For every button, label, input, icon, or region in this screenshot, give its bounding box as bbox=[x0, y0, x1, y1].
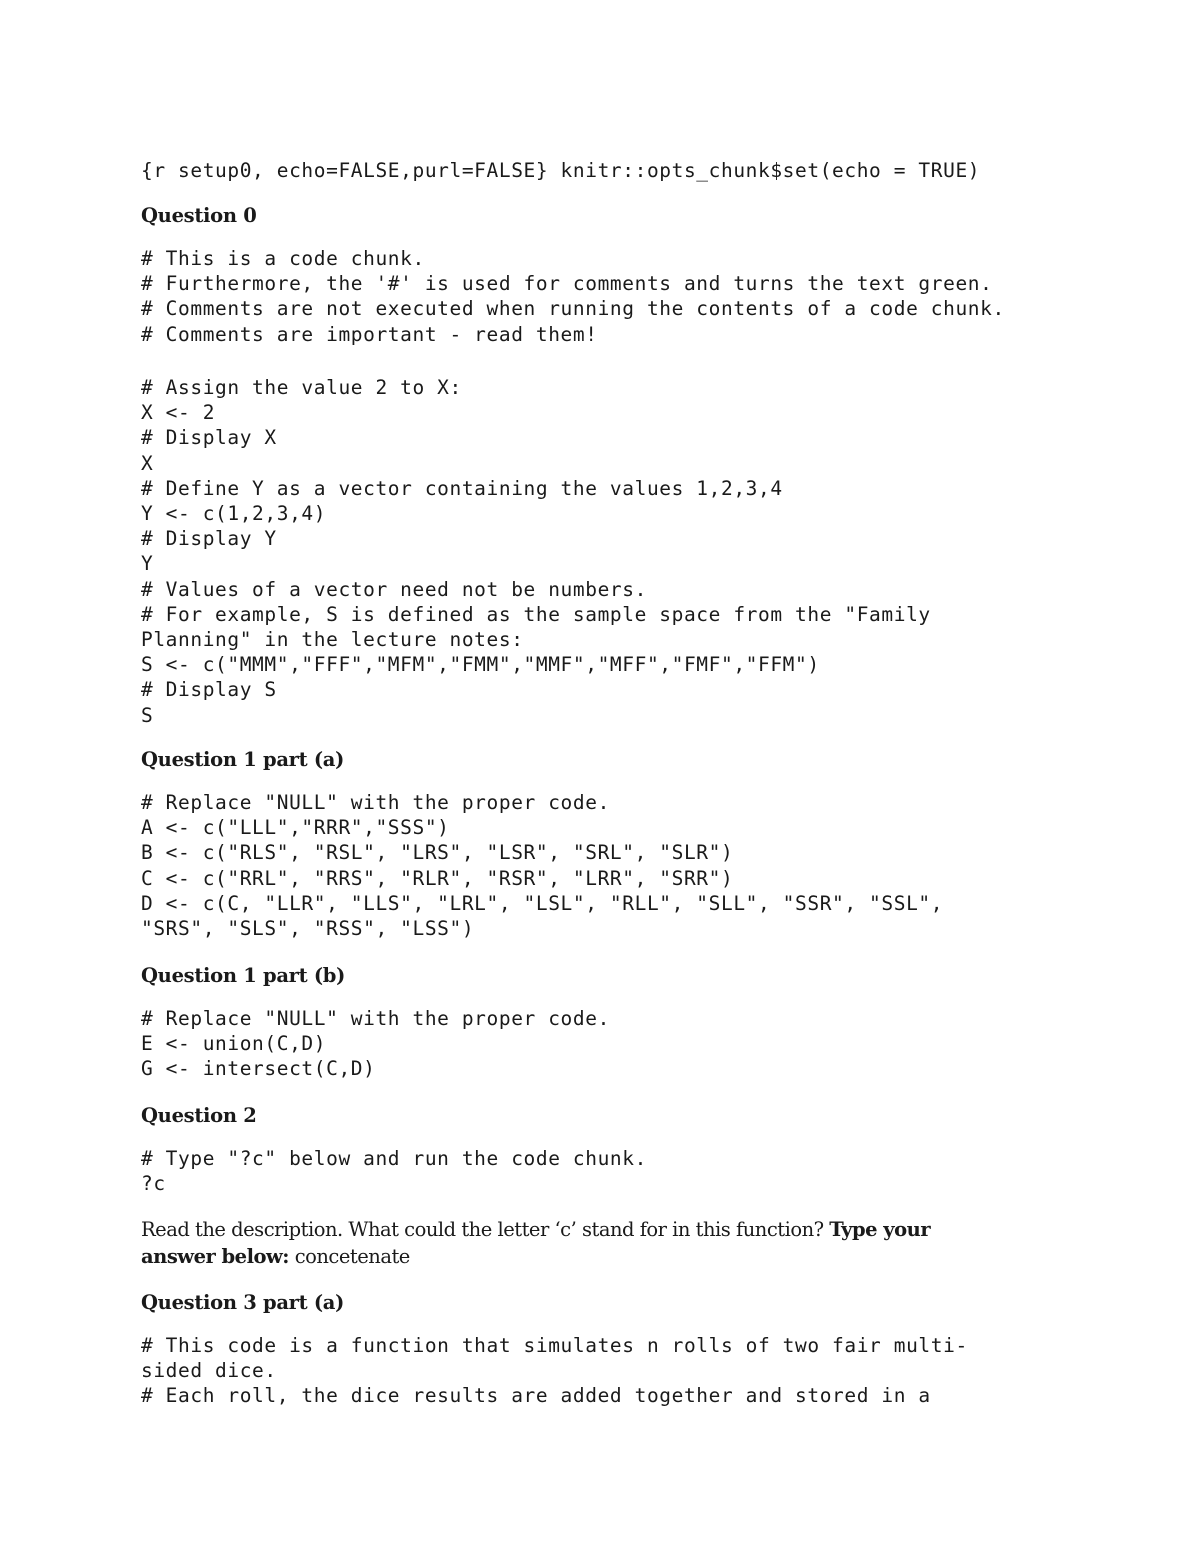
question-0-code-block-a bbox=[141, 246, 1005, 347]
question-0-code-block-b bbox=[141, 375, 931, 728]
question-0-heading: Question 0 bbox=[141, 204, 257, 227]
code-line: G <- intersect(C,D) bbox=[141, 1057, 376, 1081]
code-line: # Assign the value 2 to X: bbox=[141, 376, 462, 399]
code-line: Y bbox=[141, 552, 154, 576]
code-line: # Define Y as a vector containing the values 1,2,3,4 bbox=[141, 476, 783, 500]
question-1b-code-block bbox=[141, 1006, 610, 1082]
code-line: S <- c("MMM","FFF","MFM","FMM","MMF","MFF","FMF","FFM") bbox=[141, 653, 820, 677]
question-2-prompt-text: Read the description. What could the letter ‘c’ stand for in this function? bbox=[141, 1218, 830, 1241]
code-line: B <- c("RLS", "RSL", "LRS", "LSR", "SRL", "SLR") bbox=[141, 841, 734, 865]
code-line: # Furthermore, the '#' is used for comments and turns the text green. bbox=[141, 272, 993, 296]
code-line: # Replace "NULL" with the proper code. bbox=[141, 1007, 610, 1030]
question-2-heading: Question 2 bbox=[141, 1104, 257, 1127]
code-line: # This is a code chunk. bbox=[141, 247, 425, 270]
code-line: E <- union(C,D) bbox=[141, 1032, 327, 1056]
code-line: Y <- c(1,2,3,4) bbox=[141, 502, 327, 526]
code-line: D <- c(C, "LLR", "LLS", "LRL", "LSL", "RLL", "SLL", "SSR", "SSL", bbox=[141, 891, 944, 915]
question-3a-code-block bbox=[141, 1333, 968, 1409]
code-line: "SRS", "SLS", "RSS", "LSS") bbox=[141, 917, 475, 941]
code-line: X bbox=[141, 451, 154, 475]
code-line: C <- c("RRL", "RRS", "RLR", "RSR", "LRR", "SRR") bbox=[141, 866, 734, 890]
question-1a-heading: Question 1 part (a) bbox=[141, 748, 345, 771]
code-line: S bbox=[141, 703, 154, 727]
question-2-answer: concetenate bbox=[289, 1245, 410, 1268]
code-line: # Display Y bbox=[141, 527, 277, 551]
setup-chunk-header: {r setup0, echo=FALSE,purl=FALSE} knitr::opts_chunk$set(echo = TRUE) bbox=[141, 159, 981, 182]
code-line: # Each roll, the dice results are added together and stored in a bbox=[141, 1384, 931, 1408]
code-line: # This code is a function that simulates n rolls of two fair multi- bbox=[141, 1334, 968, 1357]
question-2-code-block bbox=[141, 1146, 647, 1196]
code-line: A <- c("LLL","RRR","SSS") bbox=[141, 816, 450, 840]
code-line: # Type "?c" below and run the code chunk. bbox=[141, 1147, 647, 1170]
question-1a-code-block bbox=[141, 790, 943, 941]
code-line: # Comments are not executed when running the contents of a code chunk. bbox=[141, 297, 1005, 321]
code-line: sided dice. bbox=[141, 1359, 277, 1383]
code-line: X <- 2 bbox=[141, 401, 216, 425]
code-line: # For example, S is defined as the sample space from the "Family bbox=[141, 602, 931, 626]
code-line: # Display X bbox=[141, 426, 277, 450]
code-line: # Replace "NULL" with the proper code. bbox=[141, 791, 610, 814]
question-1b-heading: Question 1 part (b) bbox=[141, 964, 346, 987]
code-line: # Display S bbox=[141, 678, 277, 702]
question-2-prompt bbox=[141, 1216, 1001, 1270]
code-line: ?c bbox=[141, 1172, 166, 1196]
code-line: # Values of a vector need not be numbers. bbox=[141, 577, 647, 601]
question-3a-heading: Question 3 part (a) bbox=[141, 1291, 345, 1314]
question-2-answer-label: Type your answer below: bbox=[141, 1218, 931, 1268]
code-line: Planning" in the lecture notes: bbox=[141, 628, 524, 652]
code-line: # Comments are important - read them! bbox=[141, 322, 598, 346]
